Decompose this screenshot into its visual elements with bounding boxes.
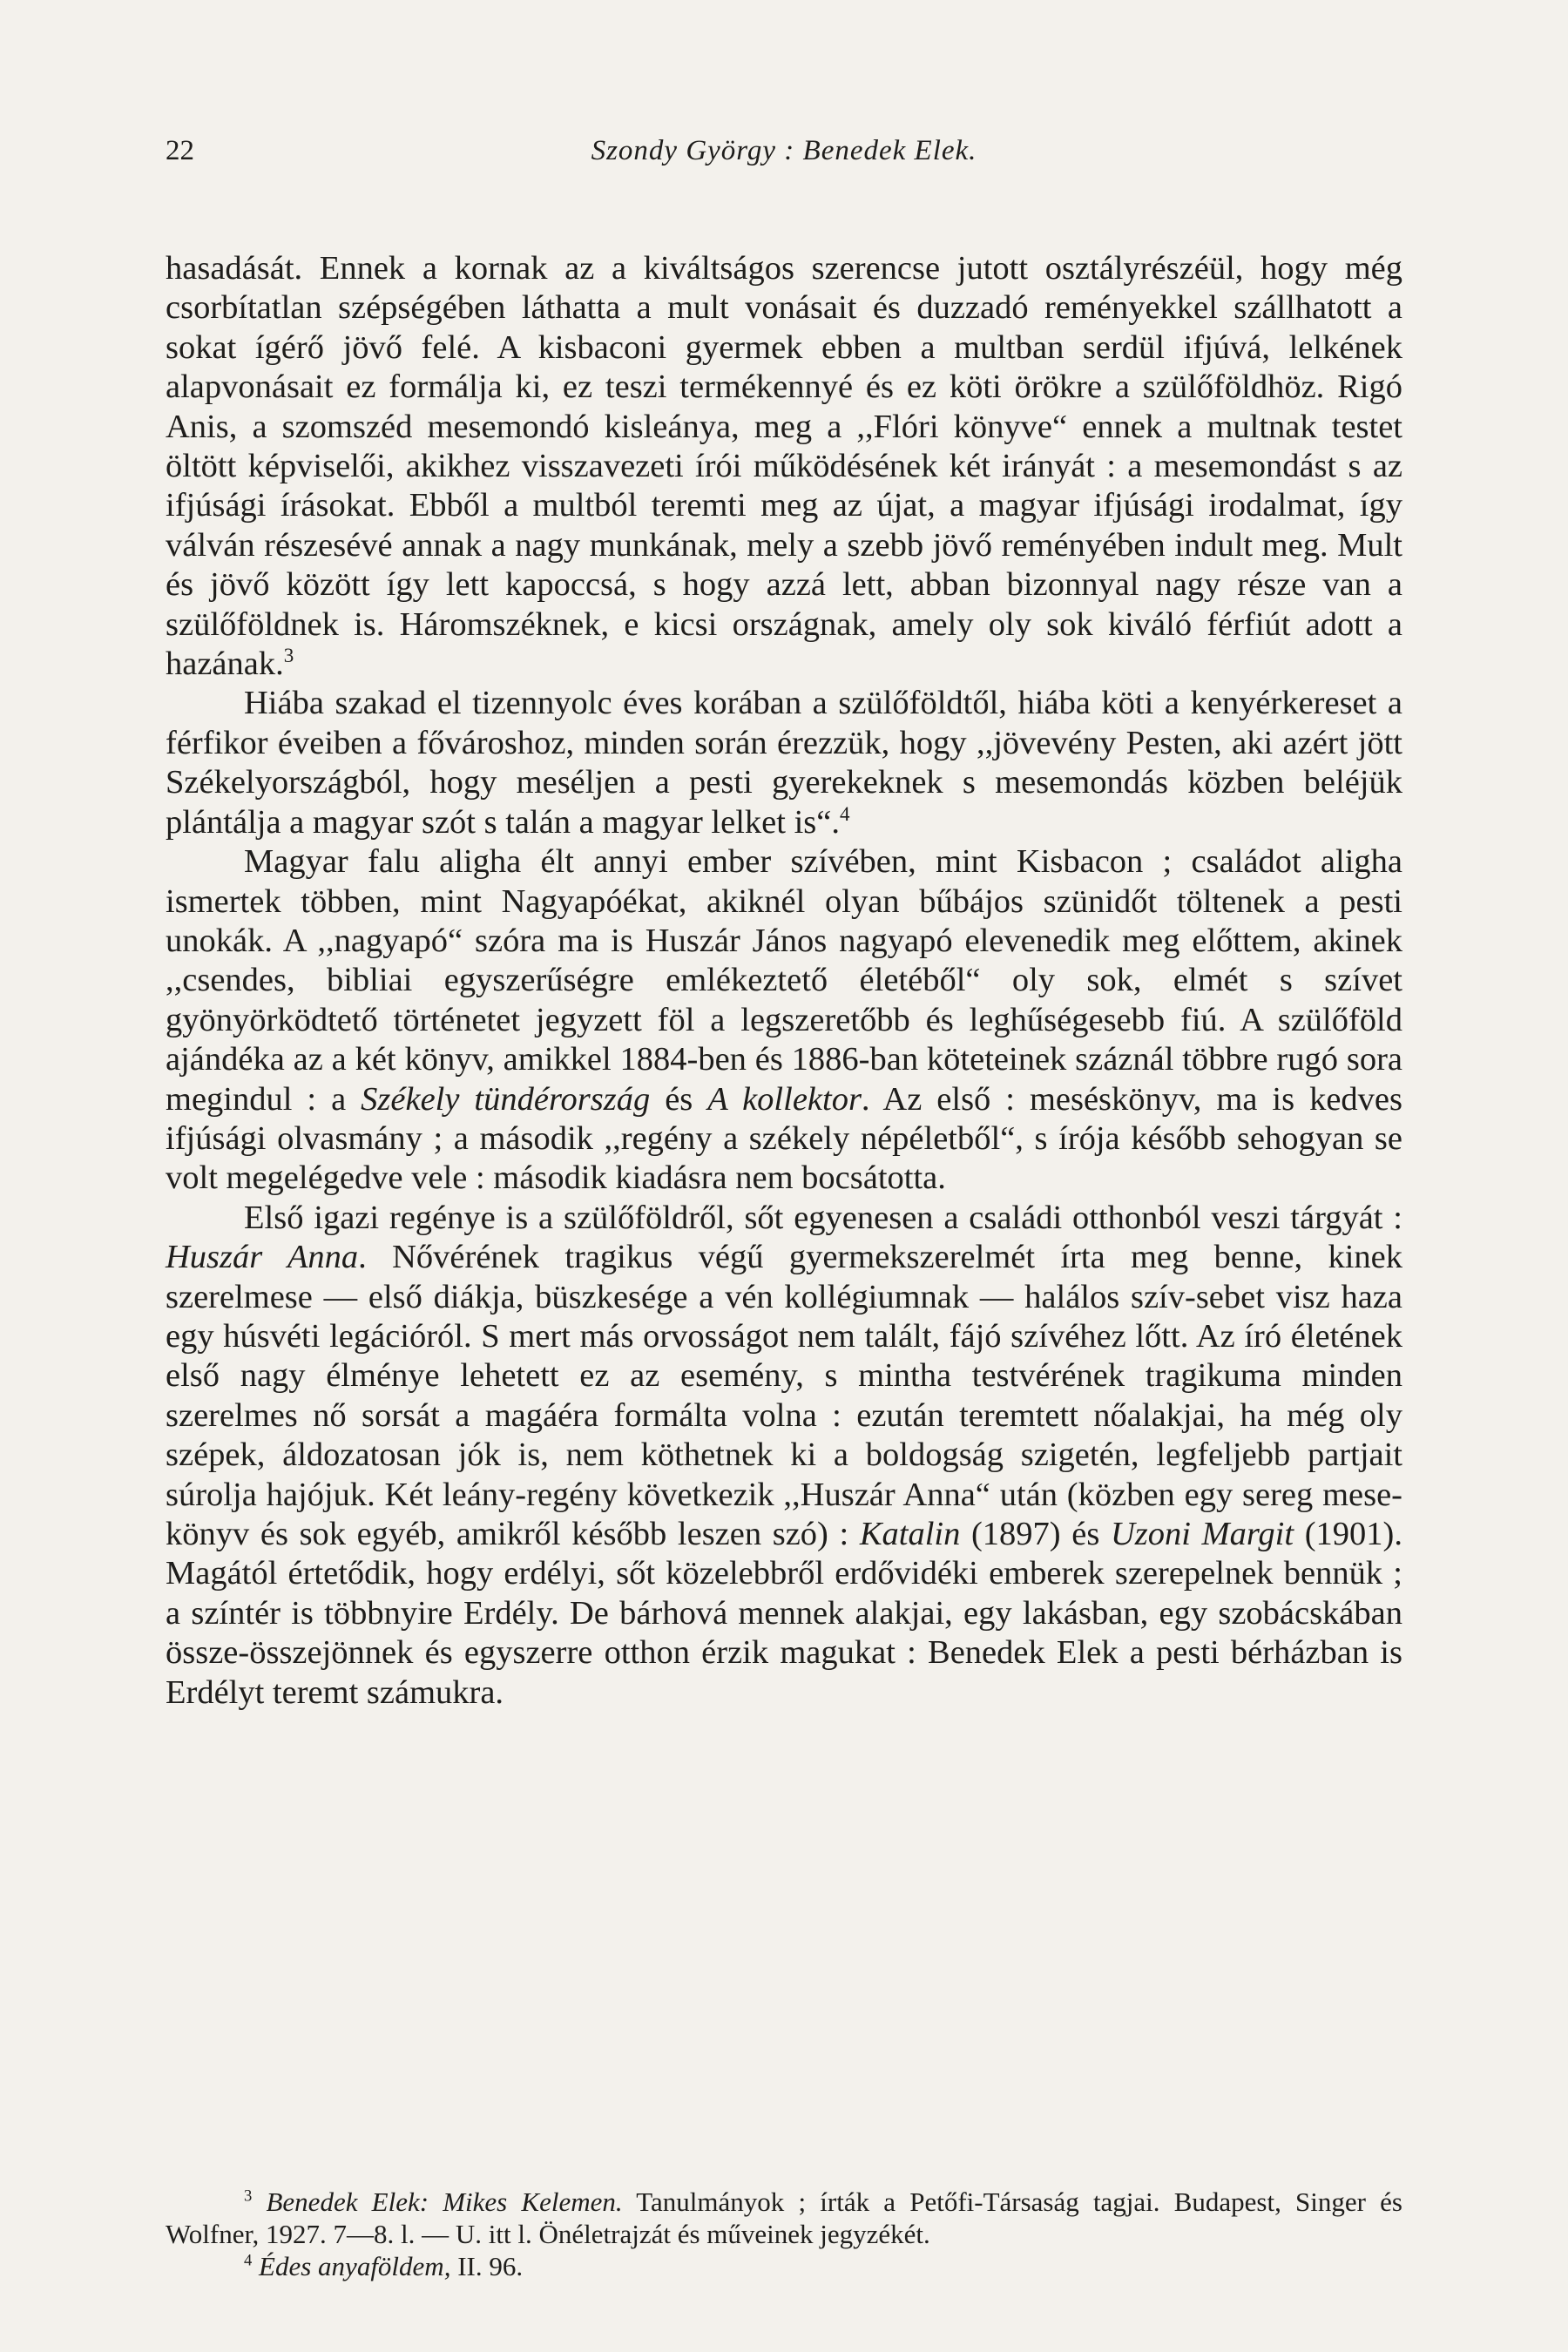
italic-text: Huszár Anna — [166, 1239, 359, 1276]
text-run: (1897) és — [960, 1516, 1111, 1552]
italic-text: A kollektor — [707, 1080, 862, 1118]
page-header — [166, 135, 1402, 179]
text-run: Hiába szakad el tizennyolc éves korában a szülőföldtől, hiába köti a kenyérkereset a férfikor éveiben a fővároshoz, minden során érezzük, hogy ,,jövevény Pesten, aki azért jött Székelyországból, hogy meséljen a pesti gyerekeknek s mesemondás közben beléjük plántálja a magyar szót s talán a magyar lelket is“. — [166, 685, 1402, 841]
footnote-marker: 3 — [244, 2186, 253, 2206]
text-run: Magyar falu aligha élt annyi ember szívében, mint Kisbacon ; családot aligha ismertek többen, mint Nagyapóékat, akiknél olyan bűbájos szünidőt töltenek a pesti unokák. A ,,nagyapó“ szóra ma is Huszár János nagyapó elevenedik meg előttem, akinek ,,csendes, bibliai egyszerűségre emlékeztető életéből“ oly sok, elmét s szívet gyönyörködtető történetet jegyzett föl a legszeretőbb és leghűségesebb fiú. A szülőföld ajándéka az a két könyv, amikkel 1884-ben és 1886-ban köteteinek száznál többre rugó sora megindul : a — [166, 843, 1402, 1118]
italic-text: Uzoni Margit — [1110, 1516, 1294, 1552]
italic-text: Édes anyaföldem, — [252, 2251, 451, 2281]
footnote-marker: 4 — [244, 2251, 253, 2270]
italic-text: Katalin — [859, 1516, 961, 1552]
text-run: II. 96. — [450, 2251, 524, 2281]
running-title: Szondy György : Benedek Elek. — [591, 135, 977, 166]
footnote-marker: 3 — [283, 644, 294, 667]
text-run: . Nővérének tragikus végű gyermekszerelmét írta meg benne, kinek szerelmese — első diákja, büszkesége a vén kollégiumnak — halálos szív-sebet visz haza egy húsvéti legációról. S mert más orvosságot nem talált, fájó szívéhez lőtt. Az író életének első nagy élménye lehetett ez az esemény, s mintha testvérének tragikuma minden szerelmes nő sorsát a magáéra formálta volna : ezután teremtett nőalakjai, ha még oly szépek, áldozatosan jók is, nem köthetnek ki a boldogság szigetén, legfeljebb partjait súrolja hajójuk. Két leány-regény következik ,,Huszár Anna“ után (közben egy sereg mesekönyv és sok egyéb, amikről később leszen szó) : — [166, 1239, 1403, 1552]
text-run: (1901). Magától értetődik, hogy erdélyi, sőt közelebbről erdővidéki emberek szerepelnek bennük ; a színtér is többnyire Erdély. De bárhová mennek alakjai, egy lakásban, egy szobácskában össze-összejönnek és egyszerre otthon érzik magukat : Benedek Elek a pesti bérházban is Erdélyt teremt számukra. — [166, 1516, 1402, 1711]
paragraph — [166, 684, 1402, 842]
paragraph — [166, 842, 1402, 1199]
paragraph — [166, 1199, 1402, 1713]
italic-text: Székely tündérország — [361, 1080, 651, 1118]
footnote-marker: 4 — [839, 801, 850, 825]
page-number: 22 — [166, 135, 194, 166]
text-run: Első igazi regénye is a szülőföldről, sőt egyenesen a családi otthonból veszi tárgyát : — [244, 1199, 1402, 1236]
body-text — [166, 249, 1402, 1713]
text-run: Tanulmányok ; írták a Petőfi-Társaság tagjai. Budapest, Singer és Wolfner, 1927. 7—8. l. — U. itt l. Önéletrajzát és műveinek jegyzékét. — [166, 2186, 1402, 2249]
text-run: hasadását. Ennek a kornak az a kiváltságos szerencse jutott osztályrészéül, hogy még csorbítatlan szépségében láthatta a mult vonásait és duzzadó reményekkel szállhatott a sokat ígérő jövő felé. A kisbaconi gyermek ebben a multban serdül ifjúvá, lelkének alapvonásait ez formálja ki, ez teszi termékennyé és ez köti örökre a szülőföldhöz. Rigó Anis, a szomszéd mesemondó kisleánya, meg a ,,Flóri könyve“ ennek a multnak testet öltött képviselői, akikhez visszavezeti írói működésének két irányát : a mesemondást s az ifjúsági írásokat. Ebből a multból teremti meg az újat, a magyar ifjúsági irodalmat, így válván részesévé annak a nagy munkának, mely a szebb jövő reményében indult meg. Mult és jövő között így lett kapoccsá, s hogy azzá lett, abban bizonnyal nagy része van a szülőföldnek is. Háromszéknek, e kicsi országnak, amely oly sok kiváló férfiút adott a hazának. — [166, 250, 1402, 683]
text-run: és — [650, 1080, 708, 1118]
footnotes — [166, 2186, 1402, 2282]
paragraph — [166, 249, 1402, 684]
italic-text: Benedek Elek: Mikes Kelemen. — [252, 2186, 623, 2217]
footnote — [166, 2250, 1402, 2282]
footnote — [166, 2186, 1402, 2250]
text-run: . Az első : meséskönyv, ma is kedves ifjúsági olvasmány ; a második ,,regény a székely népéletből“, s írója később sehogyan se volt megelégedve vele : második kiadásra nem bocsátotta. — [166, 1080, 1402, 1197]
